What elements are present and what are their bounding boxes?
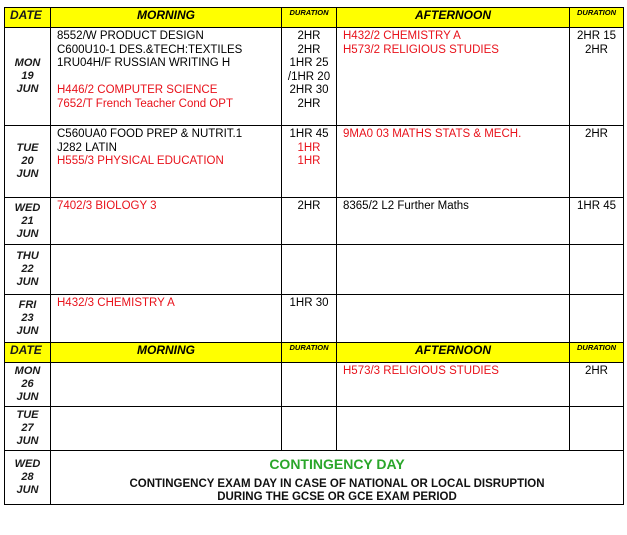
- day-row: [5, 407, 624, 451]
- afternoon-duration: 2HR: [584, 43, 608, 56]
- afternoon-cell: [337, 295, 570, 343]
- day-row: [5, 28, 624, 126]
- day-cell: [5, 363, 51, 407]
- exam-timetable: [4, 7, 624, 505]
- duration-header: DURATION: [282, 8, 337, 28]
- day-name: TUE: [16, 409, 39, 421]
- contingency-title: CONTINGENCY DAY: [269, 456, 405, 472]
- day-name: TUE: [16, 142, 39, 154]
- afternoon-exam: H573/3 RELIGIOUS STUDIES: [343, 365, 499, 377]
- day-name: MON: [14, 365, 41, 377]
- afternoon-cell: [337, 363, 570, 407]
- morning-header: MORNING: [51, 8, 282, 28]
- day-number: 23: [21, 312, 34, 324]
- contingency-text: CONTINGENCY EXAM DAY IN CASE OF NATIONAL OR LOCAL DISRUPTION: [129, 478, 545, 490]
- morning-duration-cell: [282, 363, 337, 407]
- header-row: [5, 8, 624, 28]
- morning-duration: 2HR: [297, 200, 321, 212]
- duration-header: DURATION: [570, 8, 624, 28]
- day-month: JUN: [16, 276, 39, 288]
- morning-exam: 7652/T French Teacher Cond OPT: [57, 97, 234, 110]
- afternoon-duration: 2HR 15: [577, 30, 616, 42]
- morning-cell: [51, 28, 282, 126]
- day-number: 22: [21, 263, 34, 275]
- morning-duration: 1HR 25: [289, 57, 329, 69]
- morning-duration: 1HR 45: [289, 128, 329, 140]
- day-cell: [5, 451, 51, 505]
- morning-cell: [51, 126, 282, 198]
- day-number: 19: [21, 70, 34, 82]
- afternoon-header: AFTERNOON: [337, 8, 570, 28]
- day-number: 27: [21, 422, 34, 434]
- afternoon-cell: [337, 245, 570, 295]
- morning-duration: 1HR: [297, 141, 321, 154]
- morning-exam: 7402/3 BIOLOGY 3: [57, 200, 157, 212]
- day-name: FRI: [18, 299, 37, 311]
- contingency-text: DURING THE GCSE OR GCE EXAM PERIOD: [217, 491, 457, 503]
- morning-duration: 2HR: [297, 30, 321, 42]
- day-row: [5, 126, 624, 198]
- day-number: 21: [21, 214, 34, 227]
- afternoon-duration-cell: [570, 198, 624, 245]
- morning-cell: [51, 407, 282, 451]
- afternoon-exam: H432/2 CHEMISTRY A: [343, 30, 461, 42]
- morning-exam: J282 LATIN: [57, 141, 117, 154]
- day-cell: [5, 28, 51, 126]
- day-month: JUN: [16, 83, 39, 95]
- afternoon-exam: H573/2 RELIGIOUS STUDIES: [343, 43, 499, 56]
- morning-duration: /1HR 20: [287, 70, 331, 83]
- afternoon-cell: [337, 126, 570, 198]
- day-cell: [5, 295, 51, 343]
- afternoon-duration-cell: [570, 28, 624, 126]
- duration-header: DURATION: [570, 343, 624, 363]
- day-row: [5, 363, 624, 407]
- day-cell: [5, 126, 51, 198]
- duration-header: DURATION: [282, 343, 337, 363]
- day-row: [5, 198, 624, 245]
- morning-exam: H555/3 PHYSICAL EDUCATION: [57, 155, 224, 167]
- afternoon-duration-cell: [570, 126, 624, 198]
- day-name: WED: [14, 458, 41, 470]
- day-month: JUN: [16, 391, 39, 403]
- afternoon-exam: 9MA0 03 MATHS STATS & MECH.: [343, 128, 522, 140]
- day-month: JUN: [16, 227, 39, 240]
- day-number: 28: [21, 471, 34, 483]
- afternoon-duration: 1HR 45: [577, 200, 616, 212]
- date-header: DATE: [5, 343, 51, 363]
- morning-cell: [51, 198, 282, 245]
- day-name: THU: [16, 250, 39, 262]
- morning-duration-cell: [282, 28, 337, 126]
- morning-header: MORNING: [51, 343, 282, 363]
- day-cell: [5, 245, 51, 295]
- day-month: JUN: [16, 168, 39, 180]
- day-cell: [5, 198, 51, 245]
- day-number: 20: [21, 155, 34, 167]
- morning-exam: C560UA0 FOOD PREP & NUTRIT.1: [57, 128, 243, 140]
- morning-duration: 2HR: [297, 97, 321, 110]
- morning-duration-cell: [282, 198, 337, 245]
- morning-duration: 1HR 30: [289, 297, 329, 309]
- contingency-row: [5, 451, 624, 505]
- afternoon-header: AFTERNOON: [337, 343, 570, 363]
- afternoon-duration: 2HR: [584, 128, 608, 140]
- day-name: WED: [14, 201, 41, 214]
- morning-duration: 1HR: [297, 155, 321, 167]
- morning-cell: [51, 245, 282, 295]
- day-name: MON: [14, 57, 41, 69]
- morning-exam: 1RU04H/F RUSSIAN WRITING H: [57, 57, 231, 69]
- morning-exam: H432/3 CHEMISTRY A: [57, 297, 175, 309]
- morning-exam: H446/2 COMPUTER SCIENCE: [57, 84, 218, 96]
- morning-duration: 2HR: [297, 43, 321, 56]
- day-cell: [5, 407, 51, 451]
- morning-duration-cell: [282, 295, 337, 343]
- afternoon-duration-cell: [570, 363, 624, 407]
- afternoon-duration-cell: [570, 295, 624, 343]
- day-row: [5, 295, 624, 343]
- day-month: JUN: [16, 325, 39, 337]
- day-month: JUN: [16, 435, 39, 447]
- morning-duration: 2HR 30: [289, 84, 329, 96]
- date-header: DATE: [5, 8, 51, 28]
- header-row: [5, 343, 624, 363]
- afternoon-duration-cell: [570, 245, 624, 295]
- afternoon-exam: 8365/2 L2 Further Maths: [343, 200, 469, 212]
- day-month: JUN: [16, 484, 39, 496]
- day-number: 26: [21, 378, 34, 390]
- contingency-cell: [51, 451, 624, 505]
- morning-exam: 8552/W PRODUCT DESIGN: [57, 30, 204, 42]
- afternoon-duration: 2HR: [584, 365, 608, 377]
- morning-duration-cell: [282, 407, 337, 451]
- afternoon-duration-cell: [570, 407, 624, 451]
- morning-exam: [57, 71, 281, 85]
- afternoon-cell: [337, 407, 570, 451]
- morning-exam: C600U10-1 DES.&TECH:TEXTILES: [57, 43, 243, 56]
- morning-duration-cell: [282, 126, 337, 198]
- morning-cell: [51, 363, 282, 407]
- afternoon-cell: [337, 198, 570, 245]
- day-row: [5, 245, 624, 295]
- afternoon-cell: [337, 28, 570, 126]
- morning-duration-cell: [282, 245, 337, 295]
- morning-cell: [51, 295, 282, 343]
